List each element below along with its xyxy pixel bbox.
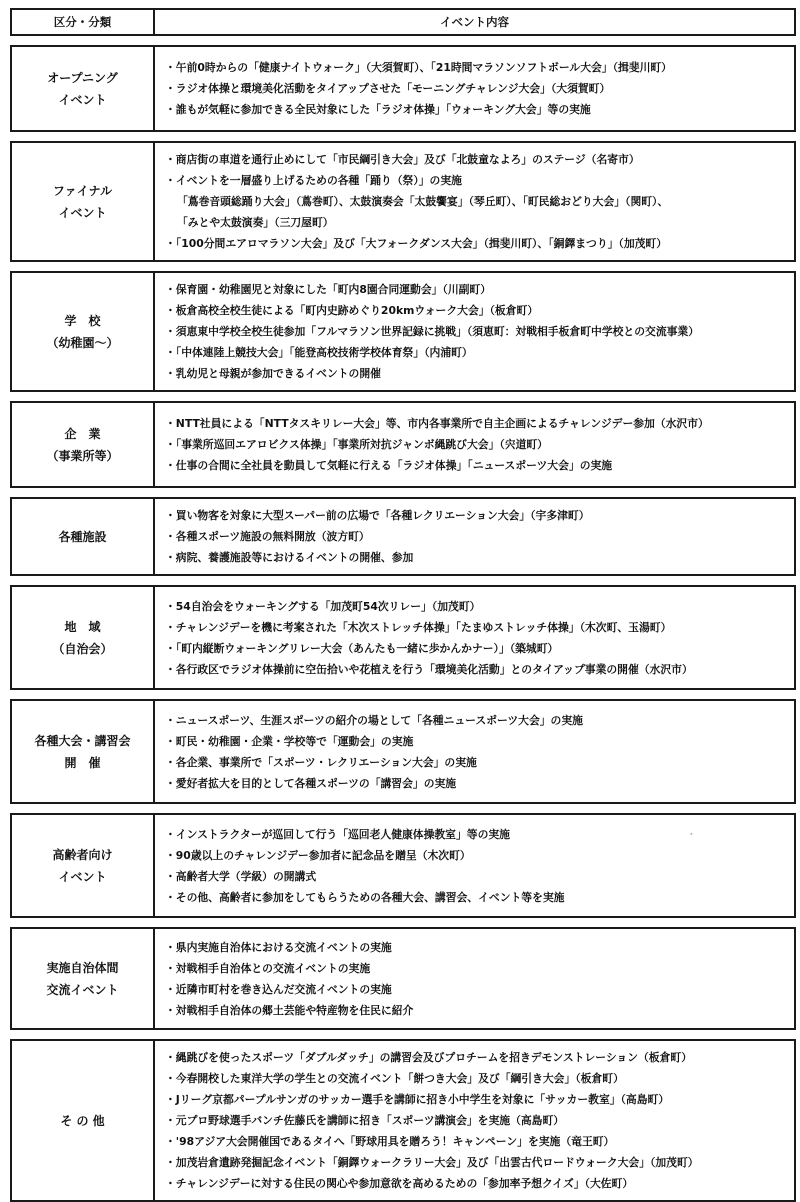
- event-item: ・各種スポーツ施設の無料開放（波方町）: [165, 530, 370, 543]
- event-item: ・誰もが気軽に参加できる全民対象にした「ラジオ体操」「ウォーキング大会」等の実施: [165, 103, 591, 116]
- event-table-sheet: [10, 8, 794, 1202]
- category-cell: [11, 498, 154, 575]
- event-table: [10, 8, 796, 1202]
- event-item: ・「町内縦断ウォーキングリレー大会（あんたも一緒に歩かんかナー）」（築城町）: [165, 641, 559, 655]
- event-item: ・「中体連陸上競技大会」「能登高校技術学校体育祭」（内浦町）: [165, 346, 473, 359]
- event-content-cell: [154, 142, 795, 261]
- event-item: ・町民・幼稚園・企業・学校等で「運動会」の実施: [165, 734, 414, 748]
- event-item: ・チャレンジデーに対する住民の関心や参加意欲を高めるための「参加率予想クイズ」（大佐町）: [165, 1177, 634, 1190]
- category-label: （幼稚園～）: [46, 335, 119, 350]
- table-row: [11, 402, 795, 487]
- event-item: ・愛好者拡大を目的として各種スポーツの「講習会」の実施: [165, 776, 457, 790]
- table-row: [11, 586, 795, 689]
- event-item: ・午前0時からの「健康ナイトウォーク」（大須賀町）、「21時間マラソンソフトボール大会」（揖斐川町）: [165, 61, 672, 74]
- row-spacer-cell: [11, 261, 795, 272]
- row-spacer-cell: [11, 1029, 795, 1040]
- category-label: そ の 他: [60, 1113, 105, 1128]
- event-item: 「みとや太鼓演奏」（三刀屋町）: [177, 216, 334, 229]
- event-item: ・板倉高校全校生徒による「町内史跡めぐり20kmウォーク大会」（板倉町）: [165, 304, 539, 317]
- category-cell: [11, 46, 154, 131]
- row-spacer-cell: [11, 391, 795, 402]
- event-content-cell: [154, 814, 795, 917]
- row-spacer: [11, 803, 795, 814]
- event-item: ・Jリーグ京都パープルサンガのサッカー選手を講師に招き小中学生を対象に「サッカー教室」（高島町）: [165, 1093, 670, 1106]
- row-spacer-cell: [11, 487, 795, 498]
- event-content-cell: [154, 402, 795, 487]
- event-item: ・「100分間エアロマラソン大会」及び「大フォークダンス大会」（揖斐川町）、「銅鐸まつり」（加茂町）: [165, 237, 668, 250]
- event-content-cell: [154, 272, 795, 391]
- table-body: [11, 35, 795, 1201]
- row-spacer: [11, 487, 795, 498]
- event-item: ・54自治会をウォーキングする「加茂町54次リレー」（加茂町）: [165, 599, 481, 613]
- category-cell: [11, 272, 154, 391]
- event-content-cell: [154, 586, 795, 689]
- category-label: 各種施設: [58, 529, 107, 544]
- event-item: ・須恵東中学校全校生徒参加「フルマラソン世界記録に挑戦」（須恵町：対戦相手板倉町中学校との交流事業）: [165, 325, 700, 338]
- category-label: 交流イベント: [46, 982, 119, 997]
- event-item: ・イベントを一層盛り上げるための各種「踊り（祭）」の実施: [165, 174, 462, 187]
- event-item: ・縄跳びを使ったスポーツ「ダブルダッチ」の講習会及びプロチームを招きデモンストレーション（板倉町）: [165, 1051, 692, 1064]
- row-spacer: [11, 35, 795, 46]
- category-label: 高齢者向け: [52, 847, 113, 862]
- category-cell: [11, 700, 154, 803]
- event-content-cell: [154, 1040, 795, 1201]
- header-category: 区分・分類: [11, 9, 154, 35]
- event-item: ・加茂岩倉遺跡発掘記念イベント「銅鐸ウォークラリー大会」及び「出雲古代ロードウォーク大会」（加茂町）: [165, 1156, 699, 1169]
- category-cell: [11, 1040, 154, 1201]
- event-item: ・インストラクターが巡回して行う「巡回老人健康体操教室」等の実施: [165, 827, 510, 841]
- event-item: ・各行政区でラジオ体操前に空缶拾いや花植えを行う「環境美化活動」とのタイアップ事業の開催（水沢市）: [165, 662, 693, 676]
- row-spacer-cell: [11, 803, 795, 814]
- event-item: ・90歳以上のチャレンジデー参加者に記念品を贈呈（木次町）: [165, 848, 471, 862]
- table-header-row: [11, 9, 795, 35]
- table-row: [11, 142, 795, 261]
- category-cell: [11, 814, 154, 917]
- category-label: （自治会）: [52, 641, 113, 656]
- category-label: イベント: [58, 869, 107, 884]
- event-content-cell: [154, 928, 795, 1029]
- category-label: 地 域: [64, 619, 101, 634]
- event-item: ・買い物客を対象に大型スーパー前の広場で「各種レクリエーション大会」（宇多津町）: [165, 509, 590, 522]
- event-item: ・商店街の車道を通行止めにして「市民綱引き大会」及び「北鼓童なよろ」のステージ（名寄市）: [165, 153, 640, 166]
- category-cell: [11, 142, 154, 261]
- event-item: ・乳幼児と母親が参加できるイベントの開催: [165, 367, 381, 380]
- category-label: 実施自治体間: [46, 960, 119, 975]
- event-item: ・ラジオ体操と環境美化活動をタイアップさせた「モーニングチャレンジ大会」（大須賀町）: [165, 82, 611, 95]
- event-item: ・NTT社員による「NTTタスキリレー大会」等、市内各事業所で自主企画によるチャレンジデー参加（水沢市）: [165, 417, 709, 430]
- event-item: ・各企業、事業所で「スポーツ・レクリエーション大会」の実施: [165, 755, 477, 769]
- event-item: ・元プロ野球選手バンチ佐藤氏を講師に招き「スポーツ講演会」を実施（高島町）: [165, 1114, 565, 1127]
- row-spacer: [11, 1029, 795, 1040]
- category-label: 学 校: [64, 313, 101, 328]
- event-item: ・仕事の合間に全社員を動員して気軽に行える「ラジオ体操」「ニュースポーツ大会」の実施: [165, 459, 613, 472]
- category-label: イベント: [58, 205, 107, 220]
- event-item: ・ニュースポーツ、生涯スポーツの紹介の場として「各種ニュースポーツ大会」の実施: [165, 713, 583, 727]
- event-item: ・高齢者大学（学級）の開講式: [165, 869, 317, 883]
- table-row: [11, 814, 795, 917]
- event-item: ・今春開校した東洋大学の学生との交流イベント「餅つき大会」及び「綱引き大会」（板倉町）: [165, 1072, 624, 1085]
- category-cell: [11, 586, 154, 689]
- category-label: （事業所等）: [46, 448, 119, 463]
- event-item: ・保育園・幼稚園児と対象にした「町内8園合同運動会」（川副町）: [165, 283, 492, 296]
- row-spacer-cell: [11, 575, 795, 586]
- scan-speck: ﾞ: [690, 833, 694, 842]
- category-label: ファイナル: [52, 183, 113, 198]
- row-spacer: [11, 689, 795, 700]
- event-item: ・「事業所巡回エアロビクス体操」「事業所対抗ジャンボ縄跳び大会」（宍道町）: [165, 438, 548, 451]
- category-label: 企 業: [64, 426, 101, 441]
- row-spacer-cell: [11, 689, 795, 700]
- row-spacer: [11, 917, 795, 928]
- event-item: 「蔦巻音頭総踊り大会」（蔦巻町）、太鼓演奏会「太鼓饗宴」（琴丘町）、「町民総おどり大会」（関町）、: [177, 195, 669, 208]
- event-item: ・病院、養護施設等におけるイベントの開催、参加: [165, 551, 414, 564]
- category-label: 開 催: [64, 755, 101, 770]
- event-item: ・県内実施自治体における交流イベントの実施: [165, 940, 392, 954]
- event-item: ・対戦相手自治体の郷土芸能や特産物を住民に紹介: [165, 1003, 414, 1017]
- table-row: [11, 928, 795, 1029]
- row-spacer: [11, 261, 795, 272]
- event-item: ・対戦相手自治体との交流イベントの実施: [165, 961, 371, 975]
- table-row: [11, 272, 795, 391]
- header-event-content: イベント内容: [154, 9, 795, 35]
- event-item: ・チャレンジデーを機に考案された「木次ストレッチ体操」「たまゆストレッチ体操」（木次町、玉湯町）: [165, 620, 672, 634]
- table-row: [11, 498, 795, 575]
- event-content-cell: [154, 498, 795, 575]
- category-cell: [11, 928, 154, 1029]
- row-spacer: [11, 131, 795, 142]
- row-spacer-cell: [11, 917, 795, 928]
- row-spacer: [11, 575, 795, 586]
- event-content-cell: [154, 46, 795, 131]
- category-label: イベント: [58, 92, 107, 107]
- table-row: [11, 1040, 795, 1201]
- event-item: ・'98アジア大会開催国であるタイへ「野球用具を贈ろう！キャンペーン」を実施（竜王町）: [165, 1135, 615, 1148]
- event-item: ・近隣市町村を巻き込んだ交流イベントの実施: [165, 982, 392, 996]
- event-item: ・その他、高齢者に参加をしてもらうための各種大会、講習会、イベント等を実施: [165, 890, 565, 904]
- table-row: [11, 700, 795, 803]
- table-row: [11, 46, 795, 131]
- row-spacer: [11, 391, 795, 402]
- category-cell: [11, 402, 154, 487]
- row-spacer-cell: [11, 35, 795, 46]
- category-label: オープニング: [47, 70, 118, 85]
- event-content-cell: [154, 700, 795, 803]
- row-spacer-cell: [11, 131, 795, 142]
- category-label: 各種大会・講習会: [34, 733, 131, 748]
